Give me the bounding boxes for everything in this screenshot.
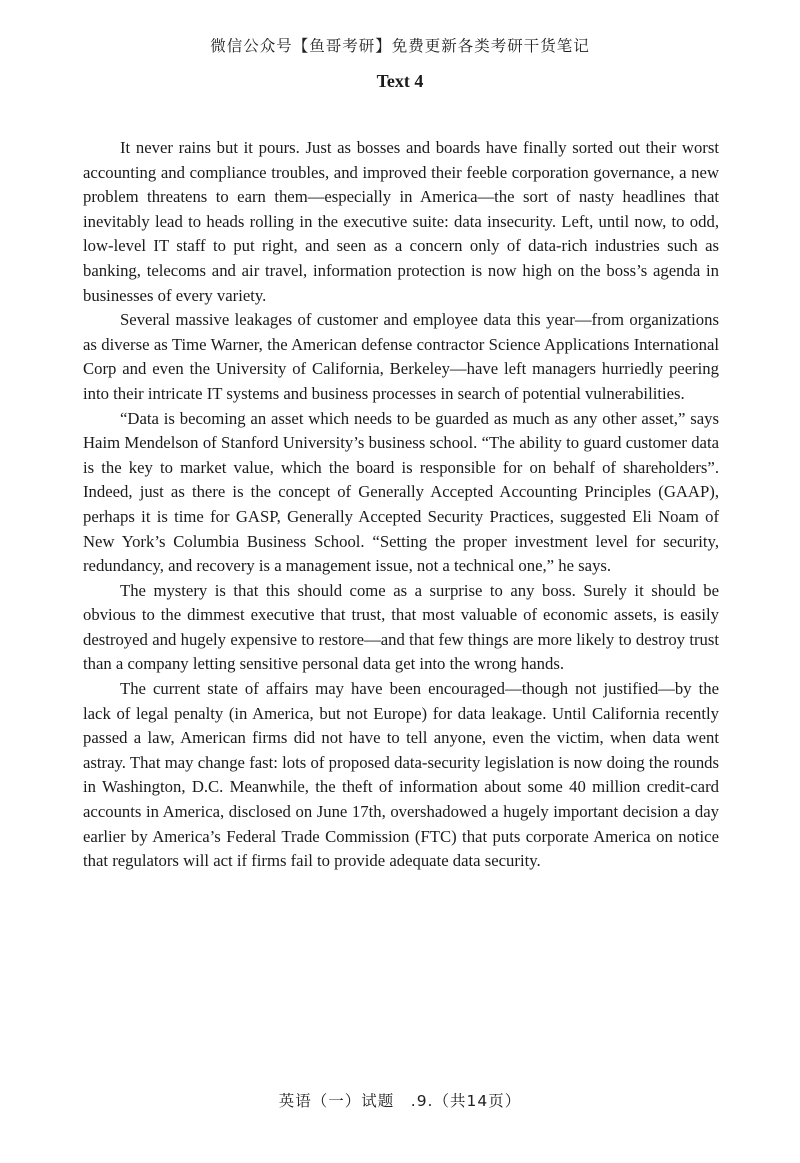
passage-body [83, 136, 719, 874]
paragraph-3: “Data is becoming an asset which needs to be guarded as much as any other asset,” says Haim Mendelson of Stanford University’s business school. “The ability to guard customer data is the key to market value, which the board is responsible for on behalf of shareholders”. Indeed, just as there is the concept of Generally Accepted Accounting Principles (GAAP), perhaps it is time for GASP, Generally Accepted Security Practices, suggested Eli Noam of New York’s Columbia Business School. “Setting the proper investment level for security, redundancy, and recovery is a management issue, not a technical one,” he says. [83, 408, 719, 576]
page-footer: 英语（一）试题 .9.（共14页） [278, 1092, 522, 1110]
paragraph-2: Several massive leakages of customer and employee data this year—from organizations as diverse as Time Warner, the American defense contractor Science Applications International Corp and even the University of California, Berkeley—have left managers hurriedly peering into their intricate IT systems and business processes in search of potential vulnerabilities. [83, 310, 719, 403]
paragraph-5: The current state of affairs may have been encouraged—though not justified—by the lack of legal penalty (in America, but not Europe) for data leakage. Until California recently passed a law, American firms did not have to tell anyone, even the victim, when data went astray. That may change fast: lots of proposed data-security legislation is now doing the rounds in Washington, D.C. Meanwhile, the theft of information about some 40 million credit-card accounts in America, disclosed on June 17th, overshadowed a hugely important decision a day earlier by America’s Federal Trade Commission (FTC) that puts corporate America on notice that regulators will act if firms fail to provide adequate data security. [83, 679, 719, 871]
wechat-banner: 微信公众号【鱼哥考研】免费更新各类考研干货笔记 [210, 37, 590, 55]
page-title: Text 4 [376, 71, 424, 91]
paragraph-1: It never rains but it pours. Just as bosses and boards have finally sorted out their worst accounting and compliance troubles, and improved their feeble corporation governance, a new problem threatens to earn them—especially in America—the sort of nasty headlines that inevitably lead to heads rolling in the executive suite: data insecurity. Left, until now, to odd, low-level IT staff to put right, and seen as a concern only of data-rich industries such as banking, telecoms and air travel, information protection is now high on the boss’s agenda in businesses of every variety. [83, 138, 719, 305]
paragraph-4: The mystery is that this should come as a surprise to any boss. Surely it should be obvious to the dimmest executive that trust, that most valuable of economic assets, is easily destroyed and hugely expensive to restore—and that few things are more likely to destroy trust than a company letting sensitive personal data get into the wrong hands. [83, 580, 719, 674]
